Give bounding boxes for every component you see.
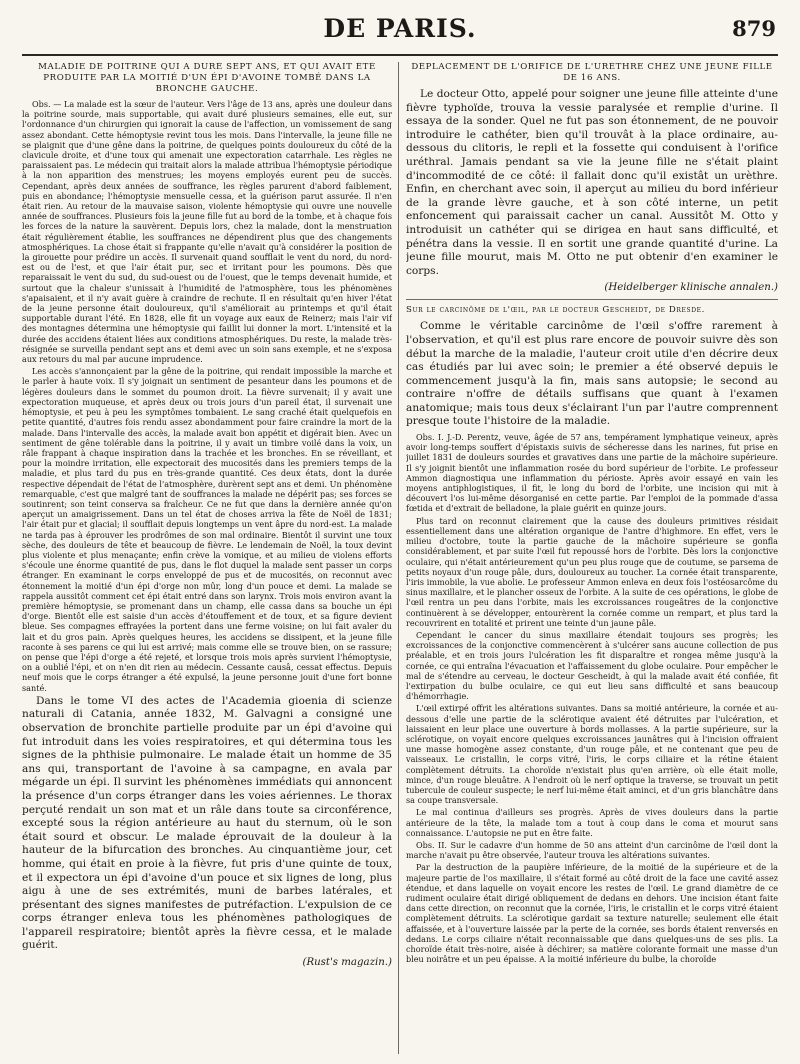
page-number: 879	[732, 16, 776, 41]
article-heading-eye-carcinoma: Sur le carcinôme de l'œil, par le docteur Gescheidt, de Dresde.	[406, 305, 705, 316]
column-divider	[398, 62, 399, 1054]
article-heading-urethra: DÉPLACEMENT DE L'ORIFICE DE L'URÈTHRE CHEZ UNE JEUNE FILLE DE 16 ANS.	[411, 62, 773, 83]
paragraph: Obs. II. Sur le cadavre d'un homme de 50 ans atteint d'un carcinôme de l'œil dont la marche n'avait pu être observée, l'auteur trouva les altérations suivantes.	[406, 839, 778, 861]
columns	[22, 62, 778, 1054]
paragraph: Cependant le cancer du sinus maxillaire étendait toujours ses progrès; les excroissances de la conjonctive commencèrent à s'ulcérer sans aucune collection de pus préalable, et en trois jours l'ulcération les fit disparaître et rongea même jusqu'à la cornée, ce qui entraîna l'évacuation et l'affaissement du globe oculaire. Pour empêcher le mal de s'étendre au cerveau, le docteur Gescheidt, à qui la malade avait été confiée, fit l'extirpation du bulbe oculaire, ce qui eut lieu sans difficulté et sans beaucoup d'hémorrhagie.	[406, 629, 778, 702]
paragraph: Plus tard on reconnut clairement que la cause des douleurs primitives résidait essentiellement dans une altération organique de l'antre d'highmore. En effet, vers le milieu d'octobre, toute la partie gauche de la mâchoire supérieure se gonfla considérablement, et par suite l'œil fut repoussé hors de l'orbite. Dès lors la conjonctive oculaire, qui n'était antérieurement qu'un peu plus rouge que de coutume, se parsema de petits noyaux d'un rouge pâle, durs, douloureux au toucher. La cornée était transparente, l'iris immobile, la vue abolie. Le professeur Ammon enleva en deux fois l'ostéosarcôme du sinus maxillaire, et le plancher osseux de l'orbite. A la suite de ces opérations, le globe de l'œil rentra un peu dans l'orbite, mais les excroissances rougeâtres de la conjonctive continuèrent à se développer, entourèrent la cornée comme un rempart, et plus tard la recouvrirent en totalité et prirent une teinte d'un jaune pâle.	[406, 515, 778, 628]
paragraph: Les accès s'annonçaient par la gêne de la poitrine, qui rendait impossible la marche et le parler à haute voix. Il s'y joignait un sentiment de pesanteur dans les poumons et de légères douleurs dans le sommet du poumon droit. La fièvre survenait; il y avait une expectoration muqueuse, et après deux ou trois jours d'un pareil état, il survenait une hémoptysie, et peu à peu les symptômes tombaient. Le sang craché était quelquefois en petite quantité, d'autres fois rendu assez abondamment pour faire craindre la mort de la malade. Dans l'intervalle des accès, la malade avait bon appétit et digérait bien. Avec un sentiment de gêne tolérable dans la poitrine, il y avait un timbre voilé dans la voix, un râle frappant à chaque inspiration dans la trachée et les bronches. En se réveillant, et pour la moindre irritation, elle expectorait des mucosités dans les premiers temps de la maladie, et plus tard du pus en très-grande quantité. Ces deux états, dont la durée respective dépendait de l'état de l'atmosphère, durèrent sept ans et demi. Un phénomène remarquable, c'est que malgré tant de souffrances la malade ne dépérit pas; ses forces se soutinrent; son teint conserva sa fraîcheur. Ce ne fut que dans la dernière année qu'on aperçut un amaigrissement. Dans un tel état de choses arriva la fête de Noël de 1831; l'air était pur et glacial; il soufflait depuis longtemps un vent âpre du nord-est. La malade ne tarda pas à éprouver les prodrômes de son mal ordinaire. Bientôt il survint une toux sèche, des douleurs de tête et beaucoup de fièvre. Le lendemain de Noël, la toux devint plus violente et plus menaçante; enfin crève la vomique, et au milieu de violens efforts s'écoule une énorme quantité de pus, dans le flot duquel la malade sent passer un corps étranger. En examinant le corps enveloppé de pus et de mucosités, on reconnut avec étonnement la moitié d'un épi d'orge non mûr, long d'un pouce et demi. La malade se rappela aussitôt comment cet épi était entré dans son larynx. Trois mois environ avant la première hémoptysie, se promenant dans un champ, elle cassa dans sa bouche un épi d'orge. Bientôt elle est saisie d'un accès d'étouffement et de toux, et sa figure devient bleue. Ses compagnes effrayées la portent dans une ferme voisine; on lui fait avaler du lait et du gros pain. Après quelques heures, les accidens se dissipent, et la jeune fille raconte à ses parens ce qui lui est arrivé; mais comme elle se trouve bien, on se rassure; on pense que l'épi d'orge a été rejeté, et lorsque trois mois après survient l'hémoptysie, on a oublié l'épi, et on n'en dit rien au médecin. Cessante causâ, cessat effectus. Depuis neuf mois que le corps étranger a été expulsé, la jeune personne jouit d'une fort bonne santé.	[22, 366, 392, 693]
right-column	[406, 62, 778, 1054]
page	[22, 10, 778, 1054]
paragraph: Dans le tome VI des actes de l'Academia gioenia di scienze naturali di Catania, année 1832, M. Galvagni a consigné une observation de bronchite partielle produite par un épi d'avoine qui fut introduit dans les voies respiratoires, et qui détermina tous les signes de la phthisie pulmonaire. Le malade était un homme de 35 ans qui, transportant de l'avoine à sa campagne, en avala par mégarde un épi. Il survint les phénomènes immédiats qui annoncent la présence d'un corps étranger dans les voies aériennes. Le thorax perçuté rendait un son mat et un râle dans toute sa circonférence, excepté sous la région antérieure au haut du sternum, où le son était sourd et obscur. Le malade éprouvait de la douleur à la hauteur de la bifurcation des bronches. Au cinquantième jour, cet homme, qui était en proie à la fièvre, fut pris d'une quinte de toux, et il expectora un épi d'avoine d'un pouce et six lignes de long, plus aigu à une de ses extrémités, muni de barbes latérales, et présentant des signes manifestes de putréfaction. L'expulsion de ce corps étranger enleva tous les phénomènes pathologiques de l'appareil respiratoire; bientôt après la fièvre cessa, et le malade guérit.	[22, 694, 392, 952]
paragraph: Par la destruction de la paupière inférieure, de la moitié de la supérieure et de la majeure partie de l'os maxillaire, il s'était formé au côté droit de la face une cavité assez étendue, et dans laquelle on voyait encore les restes de l'œil. Le grand diamètre de ce rudiment oculaire était dirigé obliquement de dedans en dehors. Une incision étant faite dans cette direction, on reconnut que la cornée, l'iris, le cristallin et le corps vitré étaient complètement détruits. La sclérotique gardait sa texture naturelle; seulement elle était affaissée, et à l'ouverture laissée par la perte de la cornée, ses bords étaient renversés en dedans. Le corps ciliaire n'était reconnaissable que dans quelques-uns de ses plis. La choroïde était très-noire, aisée à déchirer; sa matière colorante formait une masse d'un bleu noirâtre et un peu épaisse. A la moitié inférieure du bulbe, la choroïde	[406, 862, 778, 965]
section-rule	[406, 299, 778, 300]
paragraph: Obs. — La malade est la sœur de l'auteur. Vers l'âge de 13 ans, après une douleur dans la poitrine sourde, mais supportable, qui avait duré plusieurs semaines, elle eut, sur l'ordonnance d'un chirurgien qui ignorait la cause de l'affection, un vomissement de sang assez abondant. Cette hémoptysie revint tous les mois. Dans l'intervalle, la jeune fille ne se plaignit que d'une gêne dans la poitrine, de quelques points douloureux du côté de la clavicule droite, et d'une toux qui amenait une expectoration catarrhale. Les règles ne paraissaient pas. Le médecin qui traitait alors la malade attribua l'hémoptysie périodique à la non apparition des menstrues; les moyens employés eurent peu de succès. Cependant, après deux années de souffrance, les règles parurent d'abord faiblement, puis en abondance; l'hémoptysie mensuelle cessa, et la guérison parut assurée. Il n'en était rien. Au retour de la mauvaise saison, violente hémoptysie qui ouvre une nouvelle année de souffrances. Plusieurs fois la jeune fille fut au bord de la tombe, et à chaque fois les forces de la nature la sauvèrent. Depuis lors, chez la malade, dont la menstruation était régulièrement établie, les souffrances ne dépendirent plus que des changements atmosphériques. La chose était si frappante qu'elle n'avait qu'à considérer la position de la girouette pour prédire un accès. Il survenait quand soufflait le vent du nord, du nord-est ou de l'est, et que l'air était pur, sec et irritant pour les poumons. Dès que reparaissait le vent du sud, du sud-ouest ou de l'ouest, que le temps devenait humide, et surtout que la chaleur s'unissait à l'humidité de l'atmosphère, tous les phénomènes s'apaisaient, et il n'y avait guère à craindre de rechute. Il en résultait qu'en hiver l'état de la jeune personne était douloureux, qu'il s'améliorait au printemps et qu'il était supportable durant l'été. En 1828, elle fit un voyage aux eaux de Reinerz; mais l'air vif des montagnes détermina une hémoptysie qui faillit lui donner la mort. L'intensité et la durée des accidens étaient liées aux conditions atmosphériques. Du reste, la malade très-résignée se surveilla pendant sept ans et demi avec un soin sans exemple, et ne s'exposa aux retours du mal par aucune imprudence.	[22, 99, 392, 365]
article-heading-chest-disease: MALADIE DE POITRINE QUI A DURÉ SEPT ANS, ET QUI AVAIT ÉTÉ PRODUITE PAR LA MOITIÉ D'UN ÉPI D'AVOINE TOMBÉ DANS LA BRONCHE GAUCHE.	[38, 62, 376, 94]
left-column	[22, 62, 392, 1054]
paragraph: Obs. I. J.-D. Perentz, veuve, âgée de 57 ans, tempérament lymphatique veineux, après avoir long-temps souffert d'épistaxis suivis de sécheresse dans les narines, fut prise en juillet 1831 de douleurs sourdes et gravatives dans une partie de la mâchoire supérieure. Il s'y joignit bientôt une inflammation rosée du bord supérieur de l'orbite. Le professeur Ammon diagnostiqua une inflammation du périoste. Après avoir essayé en vain les moyens antiphlogistiques, il fit, le long du bord de l'orbite, une incision qui mit à découvert l'os lui-même désorganisé en cette partie. Par l'emploi de la pommade d'assa fœtida et d'extrait de belladone, la plaie guérit en quinze jours.	[406, 432, 778, 514]
source-citation: (Rust's magazin.)	[302, 957, 392, 969]
running-head-title: DE PARIS.	[323, 14, 477, 43]
paragraph: Comme le véritable carcinôme de l'œil s'offre rarement à l'observation, et qu'il est plus rare encore de pouvoir suivre dès son début la marche de la maladie, l'auteur croit utile d'en décrire deux cas étudiés par lui avec soin; le premier a été observé depuis le commencement jusqu'à la fin, mais sans autopsie; le second au contraire n'offre de détails suffisans que quant à l'examen anatomique; mais tous deux s'éclairant l'un par l'autre comprennent presque toute l'histoire de la maladie.	[406, 320, 778, 428]
paragraph: Le mal continua d'ailleurs ses progrès. Après de vives douleurs dans la partie antérieure de la tête, la malade tom a tout à coup dans le coma et mourut sans connaissance. L'autopsie ne put en être faite.	[406, 807, 778, 838]
paragraph: L'œil extirpé offrit les altérations suivantes. Dans sa moitié antérieure, la cornée et au-dessous d'elle une partie de la sclérotique avaient été détruites par l'ulcération, et laissaient en leur place une ouverture à bords mollasses. A la partie supérieure, sur la sclérotique, on voyait encore quelques excroissances jaunâtres qui à l'incision offraient une masse homogène assez constante, d'un rouge pâle, et ne contenant que peu de vaisseaux. Le cristallin, le corps vitré, l'iris, le corps ciliaire et la rétine étaient complètement détruits. La choroïde n'existait plus qu'en arrière, où elle était molle, mince, d'un rouge bleuâtre. A l'endroit où le nerf optique la traverse, se trouvait un petit tubercule de couleur suspecte; le nerf lui-même était aminci, et d'un gris blanchâtre dans sa coupe transversale.	[406, 703, 778, 806]
paragraph: Le docteur Otto, appelé pour soigner une jeune fille atteinte d'une fièvre typhoïde, trouva la vessie paralysée et remplie d'urine. Il essaya de la sonder. Quel ne fut pas son étonnement, de ne pouvoir introduire le cathéter, bien qu'il trouvât à la place ordinaire, au-dessous du clitoris, le repli et la fossette qui conduisent à l'orifice uréthral. Jamais pendant sa vie la jeune fille ne s'était plaint d'incommodité de ce côté: il fallait donc qu'il existât un urèthre. Enfin, en cherchant avec soin, il aperçut au milieu du bord inférieur de la grande lèvre gauche, et à son côté interne, un petit enfoncement qui paraissait cacher un canal. Aussitôt M. Otto y introduisit un cathéter qui se dirigea en haut sans difficulté, et pénétra dans la vessie. Il en sortit une grande quantité d'urine. La jeune fille mourut, mais M. Otto ne put obtenir d'en examiner le corps.	[406, 88, 778, 277]
running-head	[22, 10, 778, 50]
header-rule	[22, 54, 778, 56]
source-citation: (Heidelberger klinische annalen.)	[604, 282, 778, 294]
